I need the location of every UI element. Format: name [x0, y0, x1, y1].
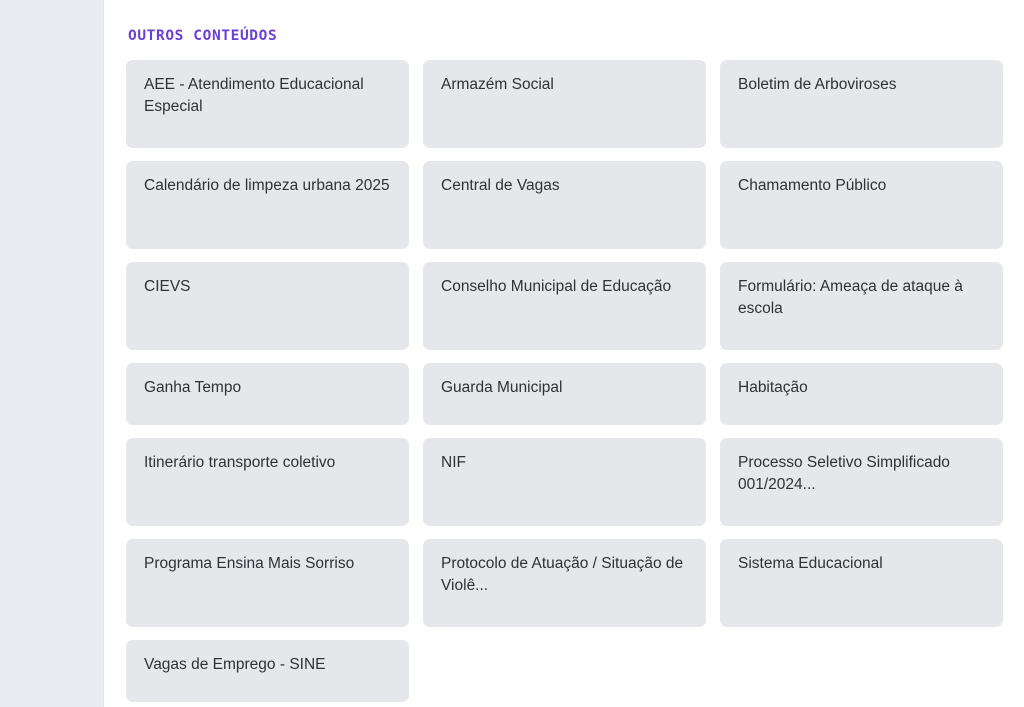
content-tile-label: AEE - Atendimento Educacional Especial: [144, 76, 364, 116]
content-tile-label: Conselho Municipal de Educação: [441, 278, 672, 295]
content-tile[interactable]: [423, 262, 706, 350]
content-tile-label: CIEVS: [144, 278, 191, 295]
content-tile-label: Central de Vagas: [441, 177, 560, 194]
content-tile-label: Calendário de limpeza urbana 2025: [144, 177, 390, 194]
content-tile-label: Chamamento Público: [738, 177, 887, 194]
content-tile[interactable]: [720, 161, 1003, 249]
content-tile[interactable]: [423, 60, 706, 148]
content-tile-label: Habitação: [738, 379, 808, 396]
content-tile-label: Boletim de Arboviroses: [738, 76, 897, 93]
content-tile-label: Formulário: Ameaça de ataque à escola: [738, 278, 963, 318]
content-tile-label: Sistema Educacional: [738, 555, 883, 572]
content-tile-label: NIF: [441, 454, 466, 471]
content-tile[interactable]: [720, 438, 1003, 526]
content-tile[interactable]: [720, 539, 1003, 627]
other-contents-grid: [126, 60, 1004, 702]
content-tile-label: Vagas de Emprego - SINE: [144, 656, 326, 673]
content-tile[interactable]: [720, 363, 1003, 425]
content-tile-label: Guarda Municipal: [441, 379, 563, 396]
content-tile[interactable]: [126, 640, 409, 702]
content-tile[interactable]: [423, 438, 706, 526]
content-tile[interactable]: [126, 161, 409, 249]
content-tile[interactable]: [126, 60, 409, 148]
content-tile[interactable]: [423, 363, 706, 425]
content-tile[interactable]: [720, 262, 1003, 350]
content-tile[interactable]: [423, 539, 706, 627]
content-tile-label: Protocolo de Atuação / Situação de Violê...: [441, 555, 684, 595]
content-tile[interactable]: [423, 161, 706, 249]
other-contents-card: [104, 0, 1024, 707]
content-tile-label: Itinerário transporte coletivo: [144, 454, 336, 471]
content-tile[interactable]: [126, 438, 409, 526]
content-tile[interactable]: [126, 262, 409, 350]
content-tile-label: Armazém Social: [441, 76, 554, 93]
content-tile[interactable]: [126, 363, 409, 425]
page-title: OUTROS CONTEÚDOS: [128, 28, 278, 44]
content-tile-label: Programa Ensina Mais Sorriso: [144, 555, 355, 572]
content-tile[interactable]: [720, 60, 1003, 148]
content-tile-label: Ganha Tempo: [144, 379, 242, 396]
page-left-gutter: [0, 0, 104, 707]
content-tile[interactable]: [126, 539, 409, 627]
content-tile-label: Processo Seletivo Simplificado 001/2024...: [738, 454, 950, 494]
